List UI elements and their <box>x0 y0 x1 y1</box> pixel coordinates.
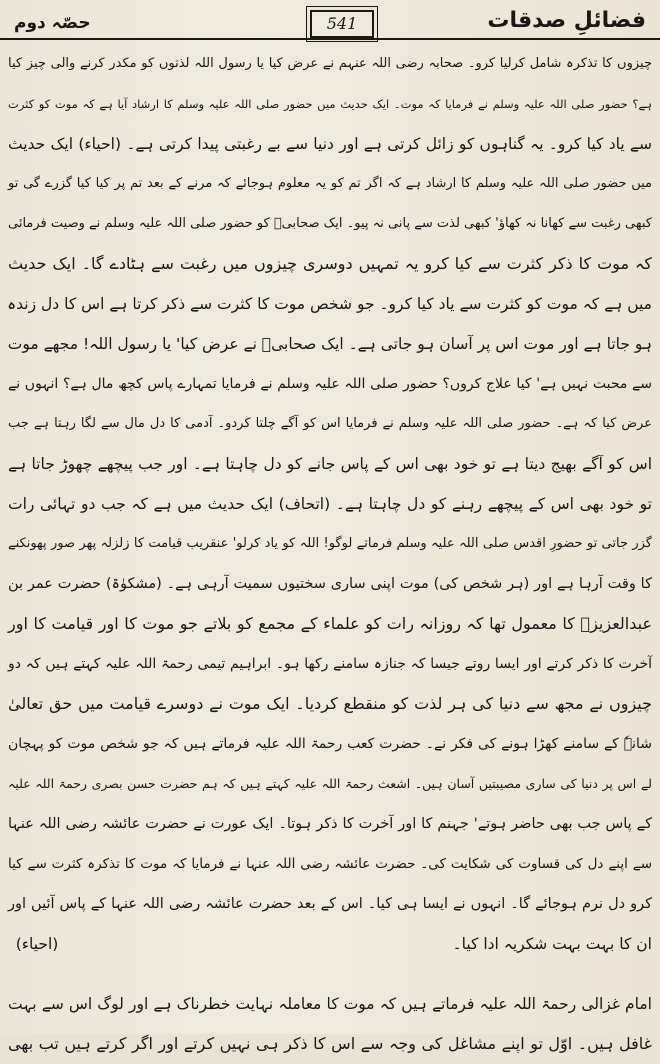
text-line: میں ہے کہ موت کو کثرت سے یاد کیا کرو۔ جو شخص موت کا کثرت سے ذکر کرتا ہے اس کا دل زندہ <box>7 295 652 313</box>
page-number: 541 <box>310 10 374 38</box>
text-line: اس کو آگے بھیج دیتا ہے تو خود بھی اس کے پاس جانے کو دل چاہتا ہے۔ اور جب پیچھے چھوڑ جاتا ہے <box>8 455 652 473</box>
text-line: کے پاس جب بھی حاضر ہوتے' جہنم کا اور آخرت کا ذکر ہوتا۔ ایک عورت نے حضرت عائشہ رضی اللہ عنہا <box>8 816 652 832</box>
text-line: سے اپنے دل کی قساوت کی شکایت کی۔ حضرت عائشہ رضی اللہ عنہا نے فرمایا کہ موت کا تذکرہ کثرت سے کیا <box>8 856 652 872</box>
text-line: چیزوں نے مجھ سے دنیا کی ہر لذت کو منقطع کردیا۔ ایک موت نے دوسرے قیامت میں حق تعالیٰ <box>8 694 652 713</box>
text-line: غافل ہیں۔ اوّل تو اپنے مشاغل کی وجہ سے اس کا ذکر ہی نہیں کرتے اور اگر کرتے ہیں تب بھی <box>8 1034 652 1053</box>
part-label: حصّہ دوم <box>14 13 91 33</box>
text-line: تو خود بھی اس کے پیچھے رہنے کو دل چاہتا ہے۔ (اتحاف) ایک حدیث میں ہے کہ جب دو تہائی رات <box>8 495 652 513</box>
text-line-content: ان کا بہت بہت شکریہ ادا کیا۔ <box>452 935 652 953</box>
text-line: کبھی رغبت سے کھانا نہ کھاؤ' کبھی لذت سے پانی نہ پیو۔ ایک صحابیؓ کو حضور صلی اللہ علیہ وسلم نے وصیت فرمائی <box>8 216 652 231</box>
citation-ihya: (احیاء) <box>15 935 59 953</box>
text-line: لے اس پر دنیا کی ساری مصیبتیں آسان ہیں۔ اشعث رحمۃ اللہ علیہ کہتے ہیں کہ ہم حضرت حسن بصری رحمۃ اللہ علیہ <box>8 776 652 791</box>
text-line: ہو جاتا ہے اور موت اس پر آسان ہو جاتی ہے۔ ایک صحابیؓ نے عرض کیا' یا رسول اللہ! مجھے موت <box>7 335 652 353</box>
text-line: ہے؟ حضور صلی اللہ علیہ وسلم نے فرمایا کہ موت۔ ایک حدیث میں حضور صلی اللہ علیہ وسلم کا ارشاد آیا ہے کہ موت کو کثرت <box>8 97 652 111</box>
text-line: سے محبت نہیں ہے' کیا علاج کروں؟ حضور صلی اللہ علیہ وسلم نے فرمایا تمہارے پاس کچھ مال ہے؟ انہوں نے <box>8 376 652 392</box>
paragraph-gap <box>8 964 652 984</box>
text-line: شانہٗ کے سامنے کھڑا ہونے کی فکر نے۔ حضرت کعب رحمۃ اللہ علیہ فرماتے ہیں کہ جو شخص موت کو پہچان <box>8 736 652 752</box>
text-line: امام غزالی رحمۃ اللہ علیہ فرماتے ہیں کہ موت کا معاملہ نہایت خطرناک ہے اور لوگ اس سے بہت <box>8 995 652 1013</box>
text-line: گزر جاتی تو حضورِ اقدس صلی اللہ علیہ وسلم فرماتے لوگو! اللہ کو یاد کرلو' عنقریب قیامت کا زلزلہ پھر صور پھونکنے <box>8 536 652 551</box>
page-header <box>10 6 650 40</box>
text-line: عرض کیا کہ ہے۔ حضور صلی اللہ علیہ وسلم نے فرمایا اس کو آگے چلتا کردو۔ آدمی کا دل مال سے لگا رہتا ہے جب <box>8 416 652 431</box>
text-line: عبدالعزیزؒ کا معمول تھا کہ روزانہ رات کو علماء کے مجمع کو بلاتے جو موت کا اور قیامت کا اور <box>8 614 652 633</box>
body-text <box>8 44 652 1064</box>
text-line: سے یاد کیا کرو۔ یہ گناہوں کو زائل کرتی ہے اور دنیا سے بے رغبتی پیدا کرتی ہے۔ (احیاء) ایک حدیث <box>8 135 652 153</box>
text-line: میں حضور صلی اللہ علیہ وسلم کا ارشاد ہے کہ اگر تم کو یہ معلوم ہوجائے کہ مرنے کے بعد تم پر کیا کیا گزرے گی تو <box>8 176 652 191</box>
header-divider <box>0 38 660 40</box>
text-line: کا وقت آرہا ہے اور (ہر شخص کی) موت اپنی ساری سختیوں سمیت آرہی ہے۔ (مشکوٰۃ) حضرت عمر بن <box>8 576 652 592</box>
text-line: کہ موت کا ذکر کثرت سے کیا کرو یہ تمہیں دوسری چیزوں میں رغبت سے ہٹادے گا۔ ایک حدیث <box>8 254 652 273</box>
text-line: آخرت کا ذکر کرتے اور ایسا روتے جیسا کہ جنازہ سامنے رکھا ہو۔ ابراہیم تیمی رحمۃ اللہ علیہ کہتے ہیں کہ دو <box>8 656 652 672</box>
text-line: کرو دل نرم ہوجائے گا۔ انہوں نے ایسا ہی کیا۔ اس کے بعد حضرت عائشہ رضی اللہ عنہا کے پاس آئیں اور <box>8 896 652 912</box>
text-line: چیزوں کا تذکرہ شامل کرلیا کرو۔ صحابہ رضی اللہ عنہم نے عرض کیا یا رسول اللہ لذتوں کو مکدر کرنے والی چیز کیا <box>8 56 652 71</box>
text-line <box>8 924 652 964</box>
book-title: فضائلِ صدقات <box>487 8 646 33</box>
